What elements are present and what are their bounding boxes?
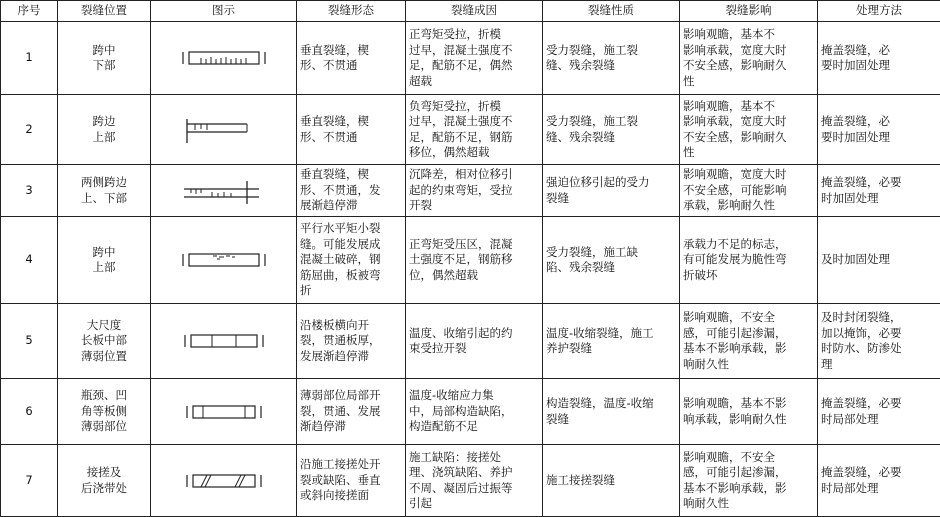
header-treatment: 处理方法 bbox=[818, 1, 940, 22]
table-row bbox=[1, 95, 940, 165]
nature-cell: 受力裂缝，施工裂 缝、残余裂缝 bbox=[543, 22, 680, 95]
treatment-cell: 及时加固处理 bbox=[818, 217, 940, 304]
figure-notch-weak-cracks bbox=[151, 379, 297, 445]
figure-joint-cracks bbox=[151, 445, 297, 517]
treatment-cell: 掩盖裂缝，必要 时局部处理 bbox=[818, 445, 940, 517]
table-row bbox=[1, 165, 940, 217]
nature-cell: 构造裂缝，温度-收缩 裂缝 bbox=[543, 379, 680, 445]
header-impact: 裂缝影响 bbox=[680, 1, 818, 22]
impact-cell: 影响观瞻，基本不 影响承载，宽度大时 不安全感，影响耐久 性 bbox=[680, 22, 818, 95]
impact-cell: 影响观瞻，不安全 感，可能引起渗漏， 基本不影响承载，影 响耐久性 bbox=[680, 445, 818, 517]
header-cause: 裂缝成因 bbox=[406, 1, 543, 22]
location-cell: 接搓及 后浇带处 bbox=[58, 445, 151, 517]
row-number: 3 bbox=[1, 165, 58, 217]
treatment-cell: 掩盖裂缝，必 要时加固处理 bbox=[818, 22, 940, 95]
shape-cell: 垂直裂缝，楔 形、不贯通，发 展渐趋停滞 bbox=[297, 165, 406, 217]
cause-cell: 温度、收缩引起的约 束受拉开裂 bbox=[406, 304, 543, 379]
header-figure: 图示 bbox=[151, 1, 297, 22]
location-cell: 两侧跨边 上、下部 bbox=[58, 165, 151, 217]
shape-cell: 沿施工接搓处开 裂或缺陷、垂直 或斜向接搓面 bbox=[297, 445, 406, 517]
table-row bbox=[1, 379, 940, 445]
cause-cell: 正弯矩受压区，混凝 土强度不足，钢筋移 位，偶然超载 bbox=[406, 217, 543, 304]
location-cell: 瓶颈、凹 角等板侧 薄弱部位 bbox=[58, 379, 151, 445]
treatment-cell: 掩盖裂缝，必 要时加固处理 bbox=[818, 95, 940, 165]
location-cell: 跨中 上部 bbox=[58, 217, 151, 304]
nature-cell: 受力裂缝，施工缺 陷、残余裂缝 bbox=[543, 217, 680, 304]
row-number: 5 bbox=[1, 304, 58, 379]
cause-cell: 施工缺陷：接搓处 理、浇筑缺陷、养护 不周、凝固后过振等 引起 bbox=[406, 445, 543, 517]
shape-cell: 垂直裂缝，楔 形、不贯通 bbox=[297, 22, 406, 95]
shape-cell: 薄弱部位局部开 裂，贯通、发展 渐趋停滞 bbox=[297, 379, 406, 445]
impact-cell: 影响观瞻，基本不影 响承载，影响耐久性 bbox=[680, 379, 818, 445]
nature-cell: 受力裂缝，施工裂 缝、残余裂缝 bbox=[543, 95, 680, 165]
table-row bbox=[1, 304, 940, 379]
nature-cell: 温度-收缩裂缝，施工 养护裂缝 bbox=[543, 304, 680, 379]
header-location: 裂缝位置 bbox=[58, 1, 151, 22]
shape-cell: 垂直裂缝，楔 形、不贯通 bbox=[297, 95, 406, 165]
location-cell: 跨中 下部 bbox=[58, 22, 151, 95]
shape-cell: 平行水平矩小裂 缝。可能发展成 混凝土破碎，钢 筋屈曲，板被弯 折 bbox=[297, 217, 406, 304]
treatment-cell: 掩盖裂缝，必要 时局部处理 bbox=[818, 379, 940, 445]
row-number: 7 bbox=[1, 445, 58, 517]
table-row bbox=[1, 217, 940, 304]
header-no: 序号 bbox=[1, 1, 58, 22]
treatment-cell: 掩盖裂缝，必要 时加固处理 bbox=[818, 165, 940, 217]
cause-cell: 正弯矩受拉，折模 过早，混凝土强度不 足，配筋不足，偶然 超载 bbox=[406, 22, 543, 95]
row-number: 4 bbox=[1, 217, 58, 304]
impact-cell: 承载力不足的标志， 有可能发展为脆性弯 折破坏 bbox=[680, 217, 818, 304]
nature-cell: 施工接搓裂缝 bbox=[543, 445, 680, 517]
table-row bbox=[1, 22, 940, 95]
shape-cell: 沿楼板横向开 裂，贯通板厚， 发展渐趋停滞 bbox=[297, 304, 406, 379]
treatment-cell: 及时封闭裂缝， 加以掩饰，必要 时防水、防渗处 理 bbox=[818, 304, 940, 379]
cause-cell: 温度-收缩应力集 中，局部构造缺陷， 构造配筋不足 bbox=[406, 379, 543, 445]
header-row bbox=[1, 1, 940, 22]
figure-edge-top-cracks bbox=[151, 95, 297, 165]
row-number: 1 bbox=[1, 22, 58, 95]
figure-both-edges-cracks bbox=[151, 165, 297, 217]
row-number: 6 bbox=[1, 379, 58, 445]
header-nature: 裂缝性质 bbox=[543, 1, 680, 22]
cause-cell: 负弯矩受拉，折模 过早，混凝土强度不 足，配筋不足，钢筋 移位，偶然超载 bbox=[406, 95, 543, 165]
row-number: 2 bbox=[1, 95, 58, 165]
impact-cell: 影响观瞻，宽度大时 不安全感，可能影响 承载，影响耐久性 bbox=[680, 165, 818, 217]
location-cell: 跨边 上部 bbox=[58, 95, 151, 165]
figure-midspan-bottom-cracks bbox=[151, 22, 297, 95]
nature-cell: 强迫位移引起的受力 裂缝 bbox=[543, 165, 680, 217]
location-cell: 大尺度 长板中部 薄弱位置 bbox=[58, 304, 151, 379]
figure-midspan-top-crush bbox=[151, 217, 297, 304]
header-shape: 裂缝形态 bbox=[297, 1, 406, 22]
figure-long-slab-through-cracks bbox=[151, 304, 297, 379]
impact-cell: 影响观瞻，不安全 感，可能引起渗漏， 基本不影响承载，影 响耐久性 bbox=[680, 304, 818, 379]
cause-cell: 沉降差，相对位移引 起的约束弯矩，受拉 开裂 bbox=[406, 165, 543, 217]
table-row bbox=[1, 445, 940, 517]
impact-cell: 影响观瞻，基本不 影响承载，宽度大时 不安全感，影响耐久 性 bbox=[680, 95, 818, 165]
